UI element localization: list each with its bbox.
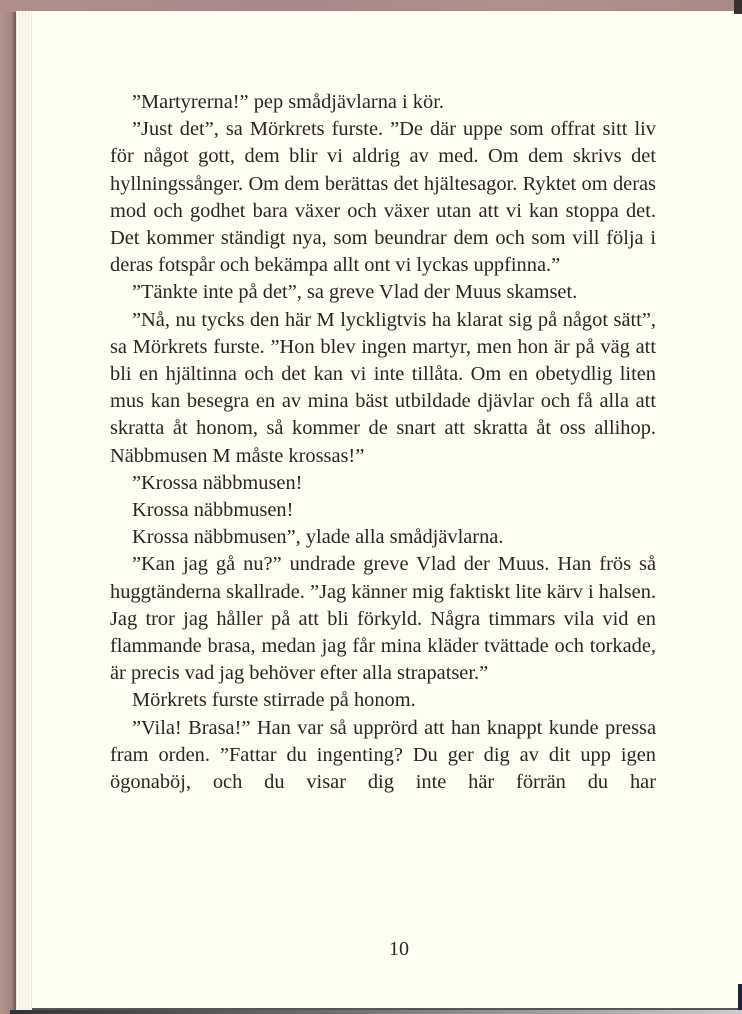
page-gutter-lines <box>16 11 32 1010</box>
scan-bottom-edge <box>10 1010 742 1014</box>
body-text <box>110 89 656 796</box>
paragraph: ”Just det”, sa Mörkrets furste. ”De där uppe som offrat sitt liv för något gott, dem blir vi aldrig av med. Om dem skrivs det hyllningssånger. Om dem berättas det hjältesagor. Ryktet om deras mod och godhet bara växer och växer utan att vi kan stoppa det. Det kommer ständigt nya, som beundrar dem och som vill följa i deras fotspår och bekämpa allt ont vi lyckas uppfinna.” <box>110 118 656 277</box>
paragraph: ”Krossa näbbmusen! <box>132 471 303 494</box>
book-spine-edge <box>0 0 16 1014</box>
paragraph: Mörkrets furste stirrade på honom. <box>132 689 416 712</box>
paragraph: ”Martyrerna!” pep smådjävlarna i kör. <box>132 91 444 113</box>
paragraph: Krossa näbbmusen! <box>132 499 294 522</box>
paragraph: Krossa näbbmusen”, ylade alla smådjävlarna. <box>132 526 504 549</box>
scan-corner-mark <box>734 0 742 14</box>
page-number: 10 <box>389 938 409 960</box>
paragraph: ”Vila! Brasa!” Han var så upprörd att han knappt kunde pressa fram orden. ”Fattar du ingenting? Du ger dig av dit upp igen ögonaböj, och du visar dig inte här förrän du har <box>110 716 656 794</box>
paragraph: ”Kan jag gå nu?” undrade greve Vlad der Muus. Han frös så huggtänderna skallrade. ”Jag känner mig faktiskt lite kärv i halsen. Jag tror jag håller på att bli förkyld. Några timmars vila vid en flammande brasa, medan jag får mina kläder tvättade och torkade, är precis vad jag behöver efter alla strapatser.” <box>110 553 656 685</box>
paragraph: ”Tänkte inte på det”, sa greve Vlad der Muus skamset. <box>132 281 578 304</box>
paragraph: ”Nå, nu tycks den här M lyckligtvis ha klarat sig på något sätt”, sa Mörkrets furste. ”Hon blev ingen martyr, men hon är på väg att bli en hjältinna och det kan vi inte tillåta. Om en obetydlig liten mus kan besegra en av mina bäst utbildade djävlar och få alla att skratta åt honom, så kommer de snart att skratta åt oss allihop. Näbbmusen M måste krossas!” <box>110 308 656 467</box>
